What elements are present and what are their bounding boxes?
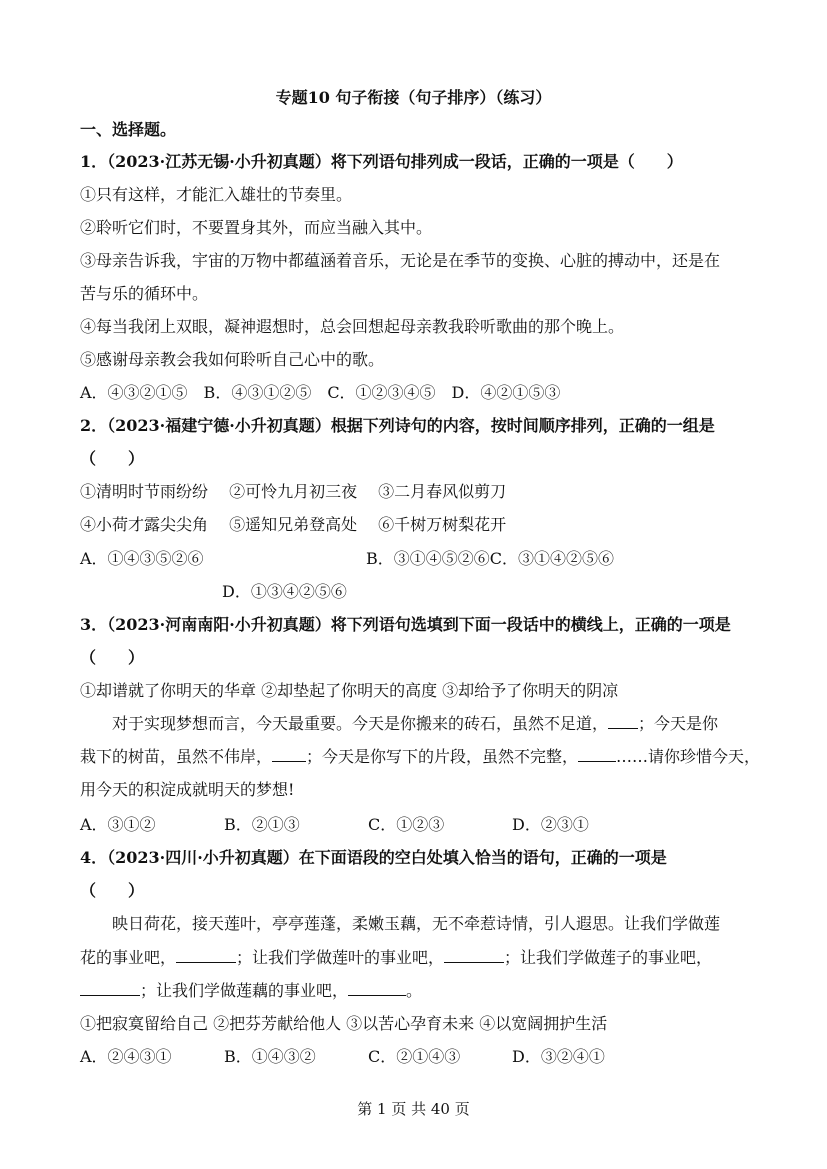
q1-options: A．④③②①⑤ B．④③①②⑤ C．①②③④⑤ D．④②①⑤③	[80, 383, 561, 402]
q4-stem: 4．（2023·四川·小升初真题）在下面语段的空白处填入恰当的语句，正确的一项是	[80, 848, 667, 867]
q3-blank-3[interactable]	[578, 747, 616, 762]
q1-sentence-4: ④每当我闭上双眼，凝神遐想时，总会回想起母亲教我聆听歌曲的那个晚上。	[80, 317, 625, 336]
q2-option-d: D．①③④②⑤⑥	[222, 582, 347, 601]
q3-blank-1[interactable]	[608, 714, 638, 729]
q2-stem: 2．（2023·福建宁德·小升初真题）根据下列诗句的内容，按时间顺序排列，正确的一组是	[80, 416, 715, 435]
section-heading: 一、选择题。	[80, 120, 177, 139]
q4-text-2a: 花的事业吧，	[80, 948, 177, 967]
q3-answer-paren: （ ）	[80, 648, 145, 667]
q3-text-1b: ；今天是你	[638, 714, 719, 733]
q3-paragraph-line-3: 用今天的积淀成就明天的梦想!	[80, 780, 295, 799]
q1-sentence-3b: 苦与乐的循环中。	[80, 284, 209, 303]
q4-options	[80, 1047, 605, 1067]
q4-blank-4[interactable]	[348, 981, 406, 996]
q3-option-b: B．②①③	[224, 815, 300, 834]
q3-text-1a: 对于实现梦想而言，今天最重要。今天是你搬来的砖石，虽然不足道，	[112, 714, 609, 733]
q4-option-d: D．③②④①	[512, 1047, 605, 1066]
q3-text-2a: 栽下的树苗，虽然不伟岸，	[80, 747, 273, 766]
q1-sentence-5: ⑤感谢母亲教会我如何聆听自己心中的歌。	[80, 350, 385, 369]
q1-sentence-2: ②聆听它们时，不要置身其外，而应当融入其中。	[80, 218, 433, 237]
q2-poem-line-1: ①清明时节雨纷纷 ②可怜九月初三夜 ③二月春风似剪刀	[80, 482, 507, 501]
q4-text-3b: 。	[406, 981, 423, 1000]
q1-sentence-3a: ③母亲告诉我，宇宙的万物中都蕴涵着音乐，无论是在季节的变换、心脏的搏动中，还是在	[80, 251, 721, 270]
q3-option-c: C．①②③	[368, 815, 445, 834]
q4-choices: ①把寂寞留给自己 ②把芬芳献给他人 ③以苦心孕育未来 ④以宽阔拥护生活	[80, 1014, 608, 1033]
q4-blank-1[interactable]	[176, 948, 236, 963]
q4-text-2b: ；让我们学做莲叶的事业吧，	[236, 948, 445, 967]
q2-option-a: A．①④③⑤②⑥	[80, 549, 204, 568]
q4-option-b: B．①④③②	[224, 1047, 316, 1066]
q3-options	[80, 815, 589, 835]
q3-option-d: D．②③①	[512, 815, 589, 834]
q3-text-2c: ……请你珍惜今天，	[616, 747, 761, 766]
q4-text-3a: ；让我们学做莲藕的事业吧，	[140, 981, 349, 1000]
q1-stem: 1．（2023·江苏无锡·小升初真题）将下列语句排列成一段话，正确的一项是（ ）	[80, 152, 683, 171]
q3-blank-2[interactable]	[272, 747, 306, 762]
q4-blank-3[interactable]	[80, 981, 140, 996]
q4-option-c: C．②①④③	[368, 1047, 461, 1066]
q3-stem: 3．（2023·河南南阳·小升初真题）将下列语句选填到下面一段话中的横线上，正确的一项是	[80, 615, 731, 634]
q3-option-a: A．③①②	[80, 815, 156, 834]
q4-text-2c: ；让我们学做莲子的事业吧，	[504, 948, 713, 967]
q4-blank-2[interactable]	[444, 948, 504, 963]
q1-sentence-1: ①只有这样，才能汇入雄壮的节奏里。	[80, 185, 353, 204]
page-title: 专题10 句子衔接（句子排序）（练习）	[275, 88, 552, 107]
q3-choices: ①却谱就了你明天的华章 ②却垫起了你明天的高度 ③却给予了你明天的阴凉	[80, 681, 619, 700]
q2-option-bc: B．③①④⑤②⑥C．③①④②⑤⑥	[366, 549, 615, 568]
q4-paragraph-line-2	[80, 948, 712, 968]
q3-paragraph-line-1	[80, 714, 718, 734]
q4-option-a: A．②④③①	[80, 1047, 172, 1066]
q2-answer-paren: （ ）	[80, 449, 145, 468]
q3-paragraph-line-2	[80, 747, 760, 767]
page-footer: 第 1 页 共 40 页	[357, 1100, 470, 1118]
q3-text-2b: ；今天是你写下的片段，虽然不完整，	[306, 747, 579, 766]
q2-poem-line-2: ④小荷才露尖尖角 ⑤遥知兄弟登高处 ⑥千树万树梨花开	[80, 515, 507, 534]
q4-answer-paren: （ ）	[80, 881, 145, 900]
q4-paragraph-line-3	[80, 981, 422, 1001]
q4-paragraph-line-1: 映日荷花，接天莲叶，亭亭莲蓬，柔嫩玉藕，无不牵惹诗情，引人遐思。让我们学做莲	[112, 914, 721, 933]
